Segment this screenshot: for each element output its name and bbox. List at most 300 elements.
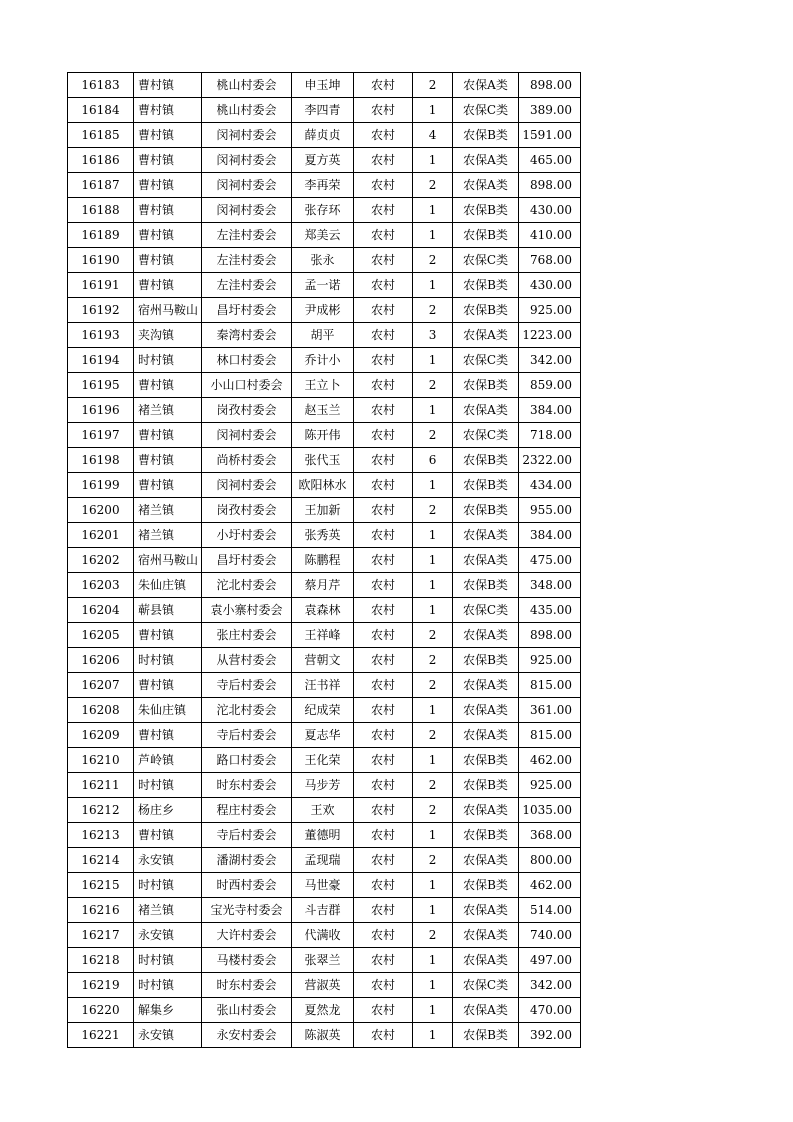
record-id-cell: 16206 bbox=[68, 648, 134, 673]
area-type-cell: 农村 bbox=[354, 873, 413, 898]
records-table bbox=[67, 72, 581, 1048]
insurance-class-cell: 农保B类 bbox=[453, 448, 519, 473]
area-type-cell: 农村 bbox=[354, 823, 413, 848]
table-row bbox=[68, 298, 581, 323]
household-count-cell: 2 bbox=[413, 848, 453, 873]
town-cell: 蕲县镇 bbox=[134, 598, 202, 623]
person-name-cell: 王加新 bbox=[292, 498, 354, 523]
record-id-cell: 16196 bbox=[68, 398, 134, 423]
amount-cell: 410.00 bbox=[519, 223, 581, 248]
town-cell: 曹村镇 bbox=[134, 273, 202, 298]
person-name-cell: 陈淑英 bbox=[292, 1023, 354, 1048]
amount-cell: 342.00 bbox=[519, 973, 581, 998]
record-id-cell: 16201 bbox=[68, 523, 134, 548]
amount-cell: 462.00 bbox=[519, 748, 581, 773]
town-cell: 解集乡 bbox=[134, 998, 202, 1023]
town-cell: 永安镇 bbox=[134, 848, 202, 873]
village-committee-cell: 左洼村委会 bbox=[202, 273, 292, 298]
insurance-class-cell: 农保B类 bbox=[453, 823, 519, 848]
household-count-cell: 1 bbox=[413, 898, 453, 923]
village-committee-cell: 路口村委会 bbox=[202, 748, 292, 773]
amount-cell: 389.00 bbox=[519, 98, 581, 123]
insurance-class-cell: 农保A类 bbox=[453, 998, 519, 1023]
household-count-cell: 2 bbox=[413, 423, 453, 448]
amount-cell: 368.00 bbox=[519, 823, 581, 848]
person-name-cell: 马世豪 bbox=[292, 873, 354, 898]
record-id-cell: 16195 bbox=[68, 373, 134, 398]
insurance-class-cell: 农保A类 bbox=[453, 723, 519, 748]
person-name-cell: 斗吉群 bbox=[292, 898, 354, 923]
amount-cell: 898.00 bbox=[519, 73, 581, 98]
person-name-cell: 纪成荣 bbox=[292, 698, 354, 723]
village-committee-cell: 沱北村委会 bbox=[202, 573, 292, 598]
area-type-cell: 农村 bbox=[354, 898, 413, 923]
amount-cell: 1223.00 bbox=[519, 323, 581, 348]
person-name-cell: 夏然龙 bbox=[292, 998, 354, 1023]
amount-cell: 815.00 bbox=[519, 673, 581, 698]
household-count-cell: 1 bbox=[413, 523, 453, 548]
person-name-cell: 代满收 bbox=[292, 923, 354, 948]
record-id-cell: 16190 bbox=[68, 248, 134, 273]
amount-cell: 815.00 bbox=[519, 723, 581, 748]
person-name-cell: 张秀英 bbox=[292, 523, 354, 548]
person-name-cell: 申玉坤 bbox=[292, 73, 354, 98]
insurance-class-cell: 农保A类 bbox=[453, 623, 519, 648]
table-row bbox=[68, 698, 581, 723]
person-name-cell: 营朝文 bbox=[292, 648, 354, 673]
table-row bbox=[68, 173, 581, 198]
amount-cell: 2322.00 bbox=[519, 448, 581, 473]
household-count-cell: 2 bbox=[413, 923, 453, 948]
household-count-cell: 1 bbox=[413, 223, 453, 248]
person-name-cell: 李再荣 bbox=[292, 173, 354, 198]
area-type-cell: 农村 bbox=[354, 123, 413, 148]
household-count-cell: 1 bbox=[413, 98, 453, 123]
record-id-cell: 16203 bbox=[68, 573, 134, 598]
town-cell: 时村镇 bbox=[134, 348, 202, 373]
table-row bbox=[68, 198, 581, 223]
household-count-cell: 2 bbox=[413, 248, 453, 273]
area-type-cell: 农村 bbox=[354, 573, 413, 598]
village-committee-cell: 寺后村委会 bbox=[202, 823, 292, 848]
town-cell: 永安镇 bbox=[134, 1023, 202, 1048]
record-id-cell: 16221 bbox=[68, 1023, 134, 1048]
household-count-cell: 2 bbox=[413, 673, 453, 698]
insurance-class-cell: 农保A类 bbox=[453, 948, 519, 973]
household-count-cell: 1 bbox=[413, 823, 453, 848]
person-name-cell: 郑美云 bbox=[292, 223, 354, 248]
table-row bbox=[68, 673, 581, 698]
table-row bbox=[68, 423, 581, 448]
record-id-cell: 16208 bbox=[68, 698, 134, 723]
amount-cell: 859.00 bbox=[519, 373, 581, 398]
household-count-cell: 2 bbox=[413, 498, 453, 523]
area-type-cell: 农村 bbox=[354, 1023, 413, 1048]
insurance-class-cell: 农保B类 bbox=[453, 648, 519, 673]
household-count-cell: 2 bbox=[413, 798, 453, 823]
table-row bbox=[68, 648, 581, 673]
record-id-cell: 16204 bbox=[68, 598, 134, 623]
insurance-class-cell: 农保B类 bbox=[453, 223, 519, 248]
record-id-cell: 16220 bbox=[68, 998, 134, 1023]
town-cell: 宿州马鞍山 bbox=[134, 548, 202, 573]
area-type-cell: 农村 bbox=[354, 598, 413, 623]
table-row bbox=[68, 98, 581, 123]
insurance-class-cell: 农保B类 bbox=[453, 873, 519, 898]
town-cell: 朱仙庄镇 bbox=[134, 698, 202, 723]
person-name-cell: 欧阳林水 bbox=[292, 473, 354, 498]
table-row bbox=[68, 923, 581, 948]
town-cell: 曹村镇 bbox=[134, 148, 202, 173]
household-count-cell: 2 bbox=[413, 73, 453, 98]
insurance-class-cell: 农保A类 bbox=[453, 898, 519, 923]
area-type-cell: 农村 bbox=[354, 673, 413, 698]
table-row bbox=[68, 773, 581, 798]
household-count-cell: 1 bbox=[413, 548, 453, 573]
table-row bbox=[68, 398, 581, 423]
area-type-cell: 农村 bbox=[354, 773, 413, 798]
record-id-cell: 16185 bbox=[68, 123, 134, 148]
amount-cell: 898.00 bbox=[519, 173, 581, 198]
area-type-cell: 农村 bbox=[354, 698, 413, 723]
table-row bbox=[68, 473, 581, 498]
amount-cell: 435.00 bbox=[519, 598, 581, 623]
town-cell: 曹村镇 bbox=[134, 373, 202, 398]
person-name-cell: 蔡月芹 bbox=[292, 573, 354, 598]
insurance-class-cell: 农保A类 bbox=[453, 323, 519, 348]
area-type-cell: 农村 bbox=[354, 498, 413, 523]
area-type-cell: 农村 bbox=[354, 548, 413, 573]
record-id-cell: 16212 bbox=[68, 798, 134, 823]
town-cell: 朱仙庄镇 bbox=[134, 573, 202, 598]
table-row bbox=[68, 323, 581, 348]
village-committee-cell: 张庄村委会 bbox=[202, 623, 292, 648]
village-committee-cell: 程庄村委会 bbox=[202, 798, 292, 823]
insurance-class-cell: 农保B类 bbox=[453, 498, 519, 523]
record-id-cell: 16217 bbox=[68, 923, 134, 948]
amount-cell: 740.00 bbox=[519, 923, 581, 948]
town-cell: 宿州马鞍山 bbox=[134, 298, 202, 323]
town-cell: 曹村镇 bbox=[134, 448, 202, 473]
area-type-cell: 农村 bbox=[354, 948, 413, 973]
person-name-cell: 王立卜 bbox=[292, 373, 354, 398]
table-row bbox=[68, 998, 581, 1023]
household-count-cell: 1 bbox=[413, 998, 453, 1023]
area-type-cell: 农村 bbox=[354, 648, 413, 673]
town-cell: 曹村镇 bbox=[134, 823, 202, 848]
village-committee-cell: 马楼村委会 bbox=[202, 948, 292, 973]
table-row bbox=[68, 248, 581, 273]
insurance-class-cell: 农保B类 bbox=[453, 1023, 519, 1048]
person-name-cell: 汪书祥 bbox=[292, 673, 354, 698]
town-cell: 时村镇 bbox=[134, 648, 202, 673]
village-committee-cell: 闵祠村委会 bbox=[202, 123, 292, 148]
household-count-cell: 2 bbox=[413, 173, 453, 198]
person-name-cell: 夏方英 bbox=[292, 148, 354, 173]
town-cell: 曹村镇 bbox=[134, 173, 202, 198]
amount-cell: 1591.00 bbox=[519, 123, 581, 148]
household-count-cell: 2 bbox=[413, 723, 453, 748]
household-count-cell: 1 bbox=[413, 573, 453, 598]
person-name-cell: 董德明 bbox=[292, 823, 354, 848]
table-row bbox=[68, 373, 581, 398]
household-count-cell: 1 bbox=[413, 473, 453, 498]
area-type-cell: 农村 bbox=[354, 723, 413, 748]
town-cell: 时村镇 bbox=[134, 873, 202, 898]
insurance-class-cell: 农保B类 bbox=[453, 748, 519, 773]
record-id-cell: 16219 bbox=[68, 973, 134, 998]
village-committee-cell: 闵祠村委会 bbox=[202, 173, 292, 198]
area-type-cell: 农村 bbox=[354, 73, 413, 98]
town-cell: 褚兰镇 bbox=[134, 498, 202, 523]
amount-cell: 800.00 bbox=[519, 848, 581, 873]
area-type-cell: 农村 bbox=[354, 998, 413, 1023]
area-type-cell: 农村 bbox=[354, 798, 413, 823]
amount-cell: 718.00 bbox=[519, 423, 581, 448]
area-type-cell: 农村 bbox=[354, 148, 413, 173]
village-committee-cell: 时东村委会 bbox=[202, 773, 292, 798]
household-count-cell: 1 bbox=[413, 598, 453, 623]
town-cell: 褚兰镇 bbox=[134, 898, 202, 923]
table-row bbox=[68, 73, 581, 98]
amount-cell: 470.00 bbox=[519, 998, 581, 1023]
area-type-cell: 农村 bbox=[354, 448, 413, 473]
insurance-class-cell: 农保A类 bbox=[453, 673, 519, 698]
area-type-cell: 农村 bbox=[354, 398, 413, 423]
amount-cell: 462.00 bbox=[519, 873, 581, 898]
person-name-cell: 马步芳 bbox=[292, 773, 354, 798]
household-count-cell: 4 bbox=[413, 123, 453, 148]
town-cell: 曹村镇 bbox=[134, 223, 202, 248]
table-row bbox=[68, 898, 581, 923]
insurance-class-cell: 农保A类 bbox=[453, 523, 519, 548]
insurance-class-cell: 农保B类 bbox=[453, 573, 519, 598]
record-id-cell: 16211 bbox=[68, 773, 134, 798]
area-type-cell: 农村 bbox=[354, 373, 413, 398]
town-cell: 杨庄乡 bbox=[134, 798, 202, 823]
table-row bbox=[68, 723, 581, 748]
person-name-cell: 营淑英 bbox=[292, 973, 354, 998]
town-cell: 曹村镇 bbox=[134, 673, 202, 698]
town-cell: 褚兰镇 bbox=[134, 523, 202, 548]
village-committee-cell: 时西村委会 bbox=[202, 873, 292, 898]
person-name-cell: 赵玉兰 bbox=[292, 398, 354, 423]
insurance-class-cell: 农保B类 bbox=[453, 123, 519, 148]
village-committee-cell: 宝光寺村委会 bbox=[202, 898, 292, 923]
table-row bbox=[68, 748, 581, 773]
area-type-cell: 农村 bbox=[354, 748, 413, 773]
household-count-cell: 2 bbox=[413, 648, 453, 673]
household-count-cell: 2 bbox=[413, 373, 453, 398]
record-id-cell: 16183 bbox=[68, 73, 134, 98]
area-type-cell: 农村 bbox=[354, 223, 413, 248]
household-count-cell: 2 bbox=[413, 773, 453, 798]
village-committee-cell: 大许村委会 bbox=[202, 923, 292, 948]
person-name-cell: 乔计小 bbox=[292, 348, 354, 373]
insurance-class-cell: 农保B类 bbox=[453, 273, 519, 298]
insurance-class-cell: 农保C类 bbox=[453, 98, 519, 123]
town-cell: 曹村镇 bbox=[134, 248, 202, 273]
record-id-cell: 16210 bbox=[68, 748, 134, 773]
village-committee-cell: 闵祠村委会 bbox=[202, 423, 292, 448]
amount-cell: 768.00 bbox=[519, 248, 581, 273]
record-id-cell: 16193 bbox=[68, 323, 134, 348]
town-cell: 时村镇 bbox=[134, 773, 202, 798]
area-type-cell: 农村 bbox=[354, 473, 413, 498]
amount-cell: 1035.00 bbox=[519, 798, 581, 823]
amount-cell: 898.00 bbox=[519, 623, 581, 648]
village-committee-cell: 潘湖村委会 bbox=[202, 848, 292, 873]
village-committee-cell: 永安村委会 bbox=[202, 1023, 292, 1048]
household-count-cell: 1 bbox=[413, 948, 453, 973]
record-id-cell: 16202 bbox=[68, 548, 134, 573]
insurance-class-cell: 农保A类 bbox=[453, 173, 519, 198]
insurance-class-cell: 农保C类 bbox=[453, 973, 519, 998]
insurance-class-cell: 农保B类 bbox=[453, 298, 519, 323]
table-row bbox=[68, 523, 581, 548]
table-row bbox=[68, 823, 581, 848]
amount-cell: 497.00 bbox=[519, 948, 581, 973]
record-id-cell: 16197 bbox=[68, 423, 134, 448]
village-committee-cell: 秦湾村委会 bbox=[202, 323, 292, 348]
amount-cell: 384.00 bbox=[519, 398, 581, 423]
village-committee-cell: 寺后村委会 bbox=[202, 673, 292, 698]
household-count-cell: 2 bbox=[413, 623, 453, 648]
record-id-cell: 16188 bbox=[68, 198, 134, 223]
town-cell: 曹村镇 bbox=[134, 623, 202, 648]
village-committee-cell: 尚桥村委会 bbox=[202, 448, 292, 473]
person-name-cell: 王化荣 bbox=[292, 748, 354, 773]
area-type-cell: 农村 bbox=[354, 248, 413, 273]
insurance-class-cell: 农保A类 bbox=[453, 798, 519, 823]
household-count-cell: 1 bbox=[413, 273, 453, 298]
area-type-cell: 农村 bbox=[354, 348, 413, 373]
village-committee-cell: 岗孜村委会 bbox=[202, 398, 292, 423]
insurance-class-cell: 农保C类 bbox=[453, 248, 519, 273]
record-id-cell: 16205 bbox=[68, 623, 134, 648]
insurance-class-cell: 农保A类 bbox=[453, 73, 519, 98]
person-name-cell: 夏志华 bbox=[292, 723, 354, 748]
table-row bbox=[68, 973, 581, 998]
record-id-cell: 16187 bbox=[68, 173, 134, 198]
person-name-cell: 孟一诺 bbox=[292, 273, 354, 298]
amount-cell: 384.00 bbox=[519, 523, 581, 548]
table-row bbox=[68, 623, 581, 648]
village-committee-cell: 左洼村委会 bbox=[202, 223, 292, 248]
record-id-cell: 16191 bbox=[68, 273, 134, 298]
table-row bbox=[68, 798, 581, 823]
insurance-class-cell: 农保C类 bbox=[453, 598, 519, 623]
area-type-cell: 农村 bbox=[354, 848, 413, 873]
town-cell: 时村镇 bbox=[134, 973, 202, 998]
record-id-cell: 16218 bbox=[68, 948, 134, 973]
record-id-cell: 16184 bbox=[68, 98, 134, 123]
record-id-cell: 16199 bbox=[68, 473, 134, 498]
household-count-cell: 1 bbox=[413, 1023, 453, 1048]
amount-cell: 430.00 bbox=[519, 273, 581, 298]
record-id-cell: 16207 bbox=[68, 673, 134, 698]
insurance-class-cell: 农保C类 bbox=[453, 423, 519, 448]
household-count-cell: 1 bbox=[413, 698, 453, 723]
amount-cell: 925.00 bbox=[519, 298, 581, 323]
table-row bbox=[68, 873, 581, 898]
village-committee-cell: 时东村委会 bbox=[202, 973, 292, 998]
village-committee-cell: 小圩村委会 bbox=[202, 523, 292, 548]
area-type-cell: 农村 bbox=[354, 523, 413, 548]
village-committee-cell: 昌圩村委会 bbox=[202, 298, 292, 323]
village-committee-cell: 从营村委会 bbox=[202, 648, 292, 673]
insurance-class-cell: 农保A类 bbox=[453, 923, 519, 948]
village-committee-cell: 张山村委会 bbox=[202, 998, 292, 1023]
household-count-cell: 1 bbox=[413, 198, 453, 223]
town-cell: 曹村镇 bbox=[134, 198, 202, 223]
insurance-class-cell: 农保B类 bbox=[453, 198, 519, 223]
area-type-cell: 农村 bbox=[354, 273, 413, 298]
record-id-cell: 16194 bbox=[68, 348, 134, 373]
person-name-cell: 张代玉 bbox=[292, 448, 354, 473]
village-committee-cell: 袁小寨村委会 bbox=[202, 598, 292, 623]
insurance-class-cell: 农保A类 bbox=[453, 148, 519, 173]
records-table-body bbox=[68, 73, 581, 1048]
table-row bbox=[68, 148, 581, 173]
village-committee-cell: 林口村委会 bbox=[202, 348, 292, 373]
town-cell: 曹村镇 bbox=[134, 98, 202, 123]
town-cell: 曹村镇 bbox=[134, 723, 202, 748]
household-count-cell: 6 bbox=[413, 448, 453, 473]
town-cell: 曹村镇 bbox=[134, 423, 202, 448]
table-row bbox=[68, 948, 581, 973]
household-count-cell: 2 bbox=[413, 298, 453, 323]
record-id-cell: 16192 bbox=[68, 298, 134, 323]
table-row bbox=[68, 348, 581, 373]
area-type-cell: 农村 bbox=[354, 623, 413, 648]
household-count-cell: 1 bbox=[413, 973, 453, 998]
person-name-cell: 王祥峰 bbox=[292, 623, 354, 648]
record-id-cell: 16189 bbox=[68, 223, 134, 248]
table-row bbox=[68, 123, 581, 148]
village-committee-cell: 岗孜村委会 bbox=[202, 498, 292, 523]
record-id-cell: 16198 bbox=[68, 448, 134, 473]
person-name-cell: 孟现瑞 bbox=[292, 848, 354, 873]
village-committee-cell: 左洼村委会 bbox=[202, 248, 292, 273]
household-count-cell: 1 bbox=[413, 873, 453, 898]
person-name-cell: 薛贞贞 bbox=[292, 123, 354, 148]
amount-cell: 955.00 bbox=[519, 498, 581, 523]
person-name-cell: 胡平 bbox=[292, 323, 354, 348]
table-row bbox=[68, 498, 581, 523]
insurance-class-cell: 农保A类 bbox=[453, 698, 519, 723]
record-id-cell: 16200 bbox=[68, 498, 134, 523]
insurance-class-cell: 农保B类 bbox=[453, 773, 519, 798]
record-id-cell: 16209 bbox=[68, 723, 134, 748]
village-committee-cell: 小山口村委会 bbox=[202, 373, 292, 398]
amount-cell: 434.00 bbox=[519, 473, 581, 498]
table-row bbox=[68, 598, 581, 623]
area-type-cell: 农村 bbox=[354, 98, 413, 123]
amount-cell: 465.00 bbox=[519, 148, 581, 173]
table-row bbox=[68, 573, 581, 598]
record-id-cell: 16214 bbox=[68, 848, 134, 873]
village-committee-cell: 桃山村委会 bbox=[202, 73, 292, 98]
insurance-class-cell: 农保B类 bbox=[453, 473, 519, 498]
person-name-cell: 张存环 bbox=[292, 198, 354, 223]
person-name-cell: 张永 bbox=[292, 248, 354, 273]
table-row bbox=[68, 1023, 581, 1048]
person-name-cell: 袁森林 bbox=[292, 598, 354, 623]
village-committee-cell: 闵祠村委会 bbox=[202, 473, 292, 498]
village-committee-cell: 寺后村委会 bbox=[202, 723, 292, 748]
village-committee-cell: 闵祠村委会 bbox=[202, 198, 292, 223]
